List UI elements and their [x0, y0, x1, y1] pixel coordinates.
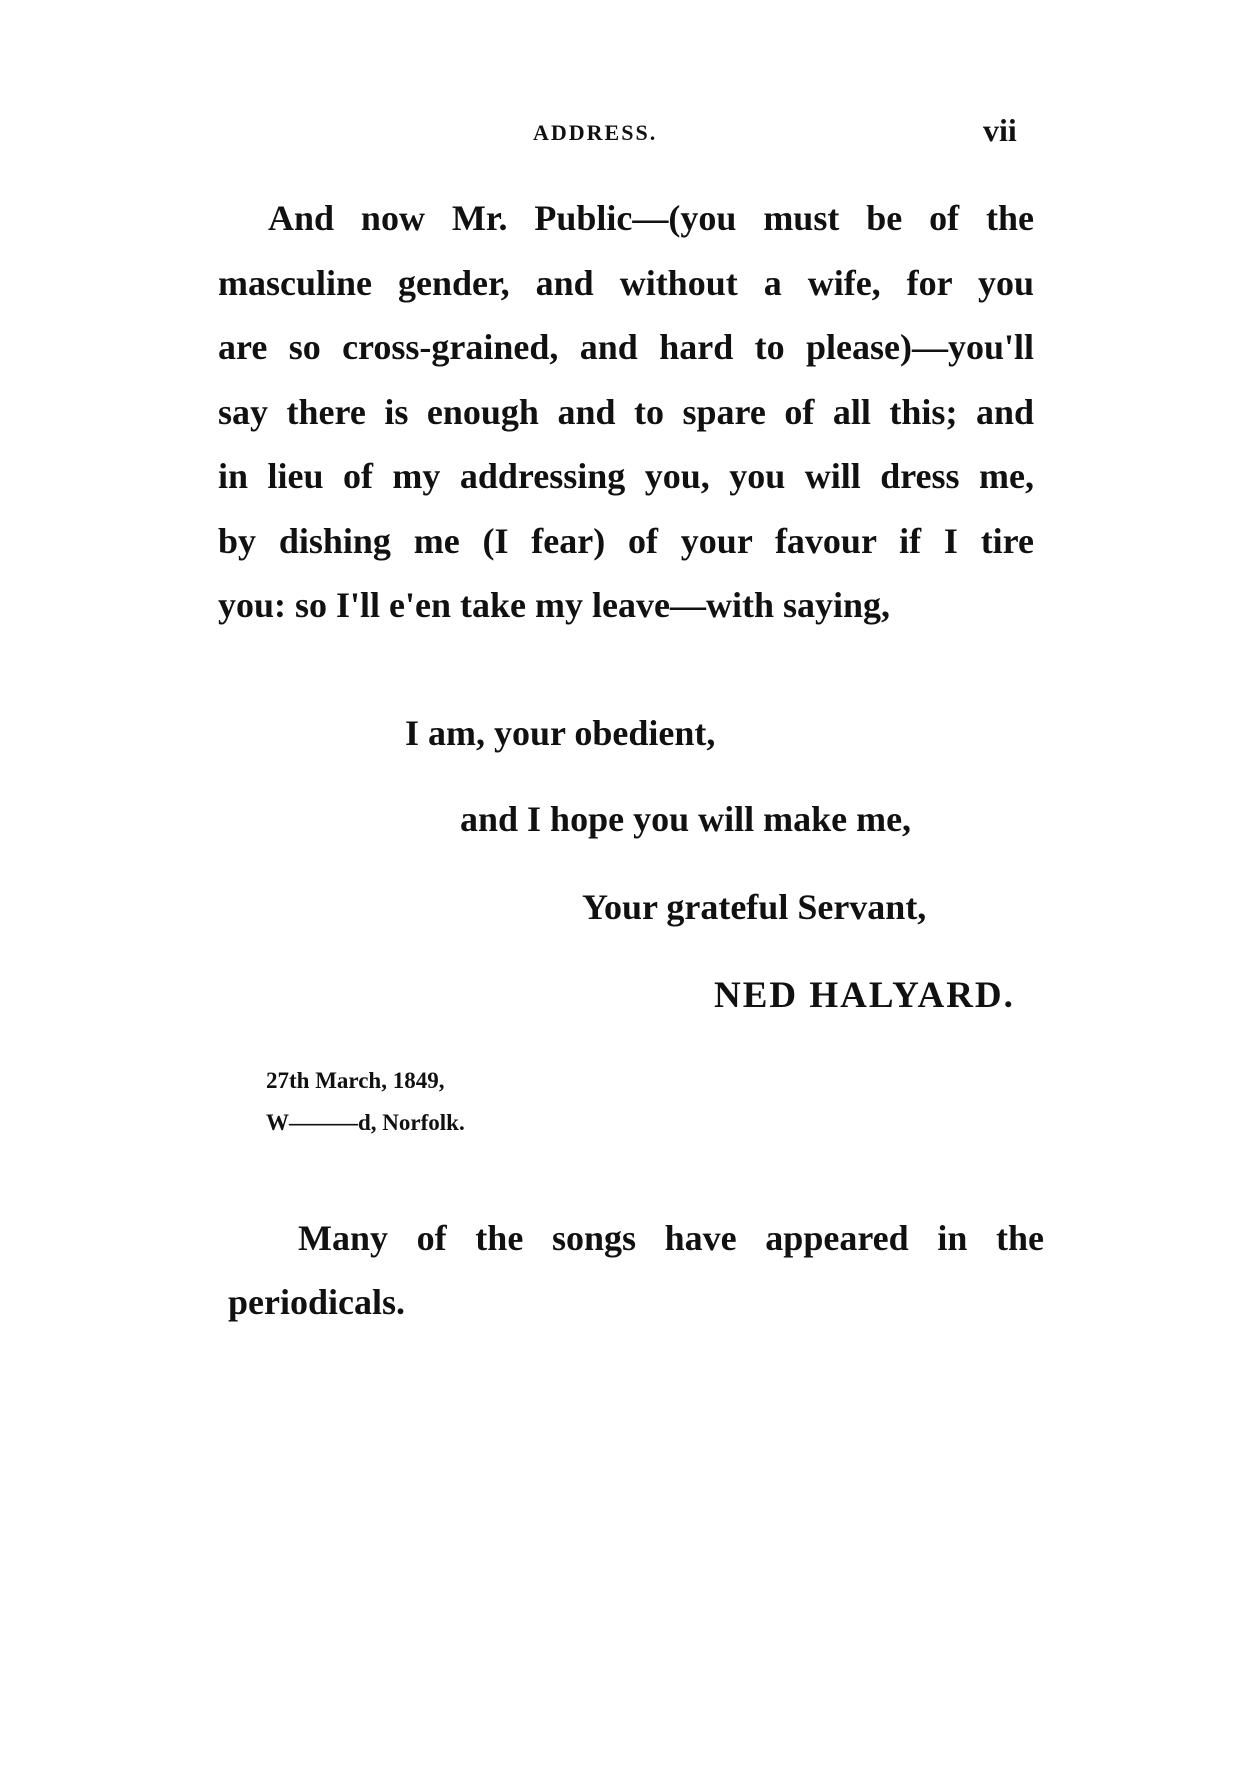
note-line: periodicals.	[228, 1282, 405, 1322]
paragraph-line: are so cross-grained, and hard to please)—you'll	[218, 327, 1034, 367]
dateline	[266, 1060, 465, 1144]
paragraph-line: say there is enough and to spare of all this; and	[218, 391, 1034, 432]
signature: NED HALYARD.	[714, 975, 1015, 1016]
closing-line-obedient: I am, your obedient,	[405, 713, 716, 753]
paragraph-line: you: so I'll e'en take my leave—with saying,	[218, 585, 890, 625]
footnote	[228, 1206, 1044, 1334]
running-head	[0, 112, 1259, 152]
paragraph-line: in lieu of my addressing you, you will dress me,	[218, 456, 1034, 496]
paragraph-line: by dishing me (I fear) of your favour if I tire	[218, 520, 1034, 561]
note-line: Many of the songs have appeared in the	[298, 1218, 1044, 1258]
page-number: vii	[983, 112, 1017, 148]
date: 27th March, 1849,	[266, 1068, 445, 1093]
closing-line-servant: Your grateful Servant,	[582, 887, 927, 927]
closing-line-hope: and I hope you will make me,	[460, 799, 912, 839]
running-title: ADDRESS.	[533, 120, 658, 145]
paragraph-line: masculine gender, and without a wife, for you	[218, 262, 1034, 303]
paragraph-line: And now Mr. Public—(you must be of the	[268, 198, 1034, 238]
address-paragraph	[218, 186, 1034, 638]
place: W———d, Norfolk.	[266, 1110, 465, 1135]
